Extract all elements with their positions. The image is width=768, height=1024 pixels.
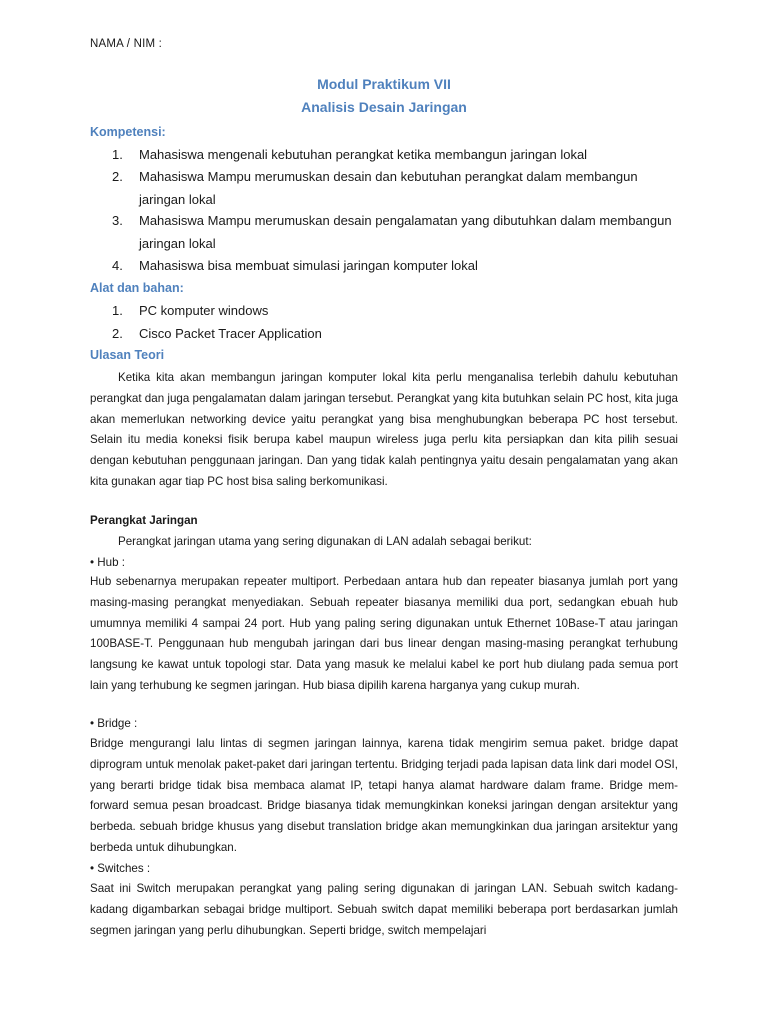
list-number: 2. (112, 326, 123, 341)
module-title: Modul Praktikum VII (317, 76, 451, 92)
list-text: Mahasiswa bisa membuat simulasi jaringan komputer lokal (139, 258, 478, 273)
perangkat-heading: Perangkat Jaringan (90, 514, 198, 527)
list-item (112, 210, 672, 255)
perangkat-intro: Perangkat jaringan utama yang sering digunakan di LAN adalah sebagai berikut: (118, 535, 532, 548)
list-item (112, 144, 672, 167)
bridge-paragraph: Bridge mengurangi lalu lintas di segmen jaringan lainnya, karena tidak mengirim semua paket. bridge dapat diprogram untuk menolak paket-paket dari jaringan tertentu. Bridging terjadi pada lapisan data link dari model OSI, yang berarti bridge tidak bisa membaca alamat IP, tetapi hanya alamat hardware dalam frame. Bridge mem-forward semua pesan broadcast. Bridge biasanya tidak memungkinkan koneksi jaringan dengan arsitektur yang berbeda. sebuah bridge khusus yang disebut translation bridge akan memungkinkan dua jaringan arsitektur yang berbeda untuk dihubungkan. (90, 737, 678, 854)
ulasan-heading: Ulasan Teori (90, 348, 165, 362)
list-number: 1. (112, 147, 123, 162)
list-number: 1. (112, 303, 123, 318)
hub-label: • Hub : (90, 556, 125, 569)
list-number: 4. (112, 258, 123, 273)
list-item (112, 255, 672, 278)
list-item (112, 323, 672, 346)
ulasan-paragraph: Ketika kita akan membangun jaringan komputer lokal kita perlu menganalisa terlebih dahulu kebutuhan perangkat dan juga pengalamatan dalam jaringan tersebut. Perangkat yang kita butuhkan selain PC host, kita juga akan memerlukan networking device yaitu perangkat yang bisa menghubungkan beberapa PC host tersebut. Selain itu media koneksi fisik berupa kabel maupun wireless juga perlu kita persiapkan dan kita pilih sesuai dengan kebutuhan penggunaan jaringan. Dan yang tidak kalah pentingnya yaitu desain pengalamatan yang akan kita gunakan agar tiap PC host bisa saling berkomunikasi. (90, 371, 678, 488)
list-item (112, 166, 672, 211)
list-text: Mahasiswa Mampu merumuskan desain pengalamatan yang dibutuhkan dalam membangun jaringan lokal (139, 213, 672, 251)
bridge-label: • Bridge : (90, 717, 138, 730)
kompetensi-heading: Kompetensi: (90, 125, 166, 139)
list-text: Cisco Packet Tracer Application (139, 326, 322, 341)
module-subtitle: Analisis Desain Jaringan (301, 99, 467, 115)
list-text: Mahasiswa mengenali kebutuhan perangkat ketika membangun jaringan lokal (139, 147, 588, 162)
list-item (112, 300, 672, 323)
hub-paragraph: Hub sebenarnya merupakan repeater multiport. Perbedaan antara hub dan repeater biasanya jumlah port yang masing-masing perangkat menyediakan. Sebuah repeater biasanya memiliki dua port, sedangkan ebuah hub umumnya memiliki 4 sampai 24 port. Hub yang paling sering digunakan untuk Ethernet 10Base-T atau jaringan 100BASE-T. Penggunaan hub mengubah jaringan dari bus linear dengan masing-masing perangkat terhubung langsung ke kawat untuk topologi star. Data yang masuk ke melalui kabel ke port hub diulang pada semua port lain yang terhubung ke segmen jaringan. Hub biasa dipilih karena harganya yang cukup murah. (90, 575, 678, 692)
alat-heading: Alat dan bahan: (90, 281, 184, 295)
list-number: 2. (112, 169, 123, 184)
switches-paragraph: Saat ini Switch merupakan perangkat yang paling sering digunakan di jaringan LAN. Sebuah switch kadang-kadang digambarkan sebagai bridge multiport. Sebuah switch dapat memiliki beberapa port berdasarkan jumlah segmen jaringan yang perlu dihubungkan. Seperti bridge, switch mempelajari (90, 882, 678, 937)
list-text: PC komputer windows (139, 303, 269, 318)
switches-label: • Switches : (90, 862, 151, 875)
list-text: Mahasiswa Mampu merumuskan desain dan kebutuhan perangkat dalam membangun jaringan lokal (139, 169, 638, 207)
name-nim-label: NAMA / NIM : (90, 38, 163, 50)
list-number: 3. (112, 213, 123, 228)
